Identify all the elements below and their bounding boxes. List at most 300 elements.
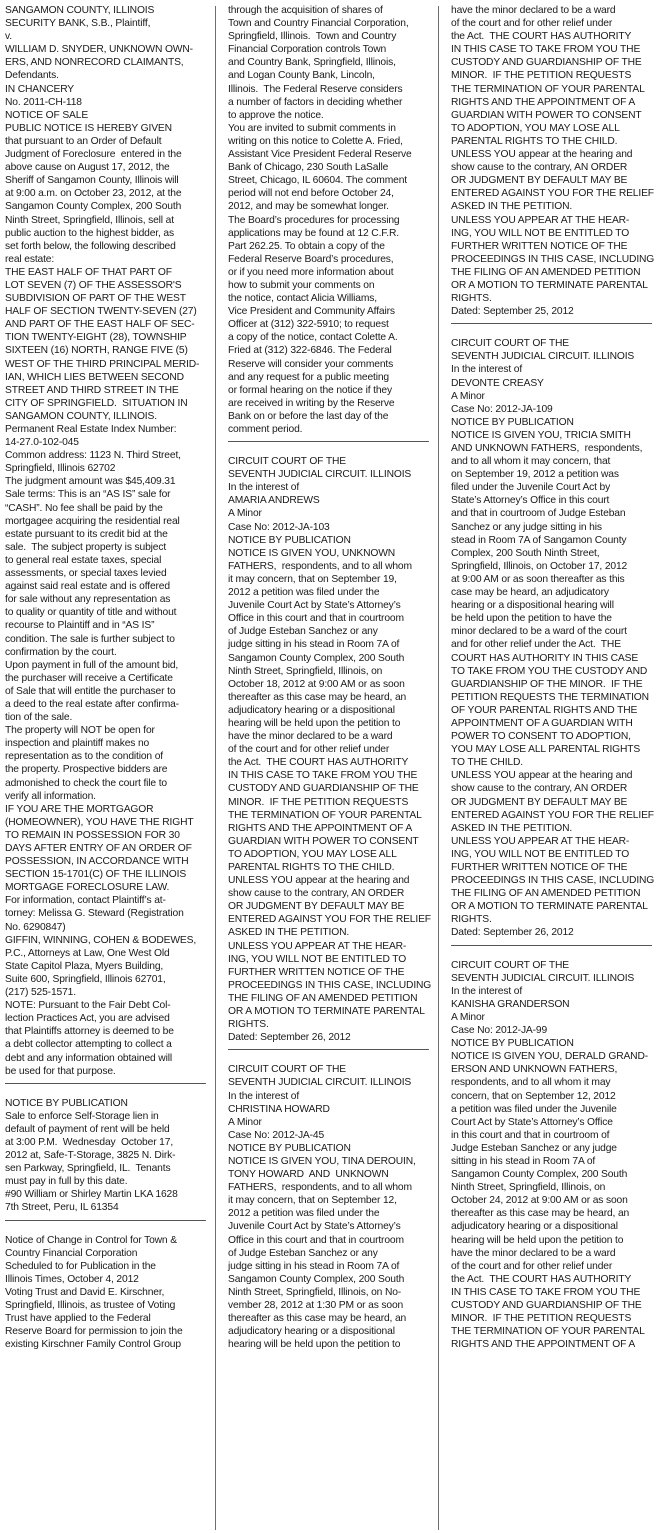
notice-text-line: DAYS AFTER ENTRY OF AN ORDER OF (5, 843, 192, 854)
notice-text-line: estate pursuant to its credit bid at the (5, 528, 168, 540)
notice-text-line: RIGHTS AND THE APPOINTMENT OF A (228, 822, 413, 834)
notice-text-line: Reserve Board for permission to join the (5, 1326, 183, 1338)
notice-text-line: sitting in his stead in Room 7A of (451, 1155, 596, 1167)
notice-text-line: Juvenile Court Act by State’s Attorney’s (228, 1221, 401, 1233)
notice-text-line: Town and Country Financial Corporation, (228, 18, 409, 30)
notice-text-line: NOTICE BY PUBLICATION (451, 416, 574, 428)
notice-text-line: OR JUDGMENT BY DEFAULT MAY BE (228, 901, 405, 913)
notice-text-line: THE FILING OF AN AMENDED PETITION (451, 266, 641, 278)
notice-text-line: default of payment of rent will be held (5, 1123, 170, 1135)
notice-text-line: thereafter as this case may be heard, an (451, 1208, 630, 1220)
notice-text-line: hearing or a dispositional hearing will (451, 600, 614, 612)
notice-text-line: SEVENTH JUDICIAL CIRCUIT. ILLINOIS (228, 469, 412, 481)
notice-text-line: Ninth Street, Springfield, Illinois, on No- (228, 1286, 402, 1298)
notice-text-line: it may concern, that on September 12, (228, 1195, 397, 1207)
notice-text-line: comment period. (228, 424, 303, 435)
notice-text-line: Upon payment in full of the amount bid, (5, 659, 179, 671)
notice-text-line: TO ADOPTION, YOU MAY LOSE ALL (451, 122, 620, 134)
notice-text-line: Sangamon County Complex, 200 South (5, 201, 182, 213)
notice-text-line: torney: Melissa G. Steward (Registration (5, 908, 184, 920)
notice-text-line: State’s Attorney’s Office in this court (451, 495, 610, 507)
notice-text-line: Ninth Street, Springfield, Illinois, on (451, 1182, 606, 1194)
notice-text-line: A Minor (228, 1116, 262, 1128)
notice-text-line: thereafter as this case may be heard, an (228, 691, 407, 703)
notice-text-line: In the interest of (451, 985, 523, 997)
notice-text-line: of Judge Esteban Sanchez or any (228, 1247, 378, 1259)
legal-notice (451, 4, 655, 318)
notice-text-line: thereafter as this case may be heard, an (228, 1313, 407, 1325)
notice-text-line: case may be heard, an adjudicatory (451, 587, 609, 599)
notice-text-line: TO TAKE FROM YOU THE CUSTODY AND (451, 665, 648, 677)
notice-text-line: UNLESS YOU APPEAR AT THE HEAR- (451, 835, 630, 847)
notice-text-line: representation as to the condition of (5, 751, 164, 763)
notice-separator (228, 1049, 429, 1050)
notice-text-line: CITY OF SPRINGFIELD. SITUATION IN (5, 397, 188, 409)
notice-text-line: Voting Trust and David E. Kirschner, (5, 1286, 165, 1298)
notice-text-line: of Judge Esteban Sanchez or any (228, 626, 378, 638)
notice-text-line: be held upon the petition to have the (451, 613, 612, 625)
column-divider (438, 6, 439, 1530)
notice-text-line: Officer at (312) 322-5910; to request (228, 319, 389, 331)
column-2 (228, 4, 432, 1351)
notice-text-line: 2012 a petition was filed under the (228, 587, 380, 599)
notice-text-line: Case No: 2012-JA-45 (228, 1129, 325, 1141)
notice-text-line: GUARDIAN WITH POWER TO CONSENT (451, 109, 642, 121)
notice-text-line: No. 2011-CH-118 (5, 96, 82, 108)
notice-text-line: Sale to enforce Self-Storage lien in (5, 1110, 159, 1122)
notice-text-line: SANGAMON COUNTY, ILLINOIS (5, 5, 155, 16)
notice-separator (228, 441, 429, 442)
notice-text-line: Federal Reserve Board’s procedures, (228, 253, 394, 265)
notice-text-line: set forth below, the following described (5, 240, 176, 252)
notice-text-line: the Act. THE COURT HAS AUTHORITY (451, 31, 632, 43)
notice-text-line: the purchaser will receive a Certificate (5, 672, 173, 684)
notice-text-line: ERS, AND NONRECORD CLAIMANTS, (5, 57, 184, 69)
notice-text-line: CUSTODY AND GUARDIANSHIP OF THE (451, 57, 642, 69)
notice-text-line: OR A MOTION TO TERMINATE PARENTAL (451, 279, 648, 291)
notice-text-line: GUARDIANSHIP OF THE MINOR. IF THE (451, 678, 643, 690)
notice-text-line: show cause to the contrary, AN ORDER (228, 888, 405, 900)
notice-text-line: NOTICE IS GIVEN YOU, TINA DEROUIN, (228, 1155, 416, 1167)
notice-text-line: Reserve will consider your comments (228, 358, 394, 370)
notice-text-line: assessments, or special taxes levied (5, 568, 167, 580)
notice-text-line: IN THIS CASE TO TAKE FROM YOU THE (228, 770, 418, 782)
notice-text-line: Dated: September 25, 2012 (451, 306, 574, 318)
notice-text-line: PROCEEDINGS IN THIS CASE, INCLUDING (228, 979, 432, 991)
notice-text-line: APPOINTMENT OF A GUARDIAN WITH (451, 717, 633, 729)
notice-text-line: Sheriff of Sangamon County, Illinois will (5, 175, 179, 187)
notice-text-line: #90 William or Shirley Martin LKA 1628 (5, 1189, 178, 1201)
notice-text-line: judge sitting in his stead in Room 7A of (228, 639, 400, 651)
notice-text-line: hearing will be held upon the petition to (228, 717, 401, 729)
notice-text-line: Country Financial Corporation (5, 1247, 138, 1259)
notice-text-line: October 18, 2012 at 9:00 AM or as soon (228, 678, 405, 690)
notice-text-line: Springfield, Illinois 62702 (5, 463, 116, 475)
notice-text-line: and that in courtroom of Judge Esteban (451, 508, 626, 520)
notice-text-line: RIGHTS AND THE APPOINTMENT OF A (451, 1339, 636, 1351)
notice-text-line: Ninth Street, Springfield, Illinois, on (228, 665, 383, 677)
notice-text-line: FATHERS, respondents, and to all whom (228, 560, 412, 572)
notice-text-line: condition. The sale is further subject to (5, 633, 175, 645)
notice-text-line: A Minor (451, 390, 485, 402)
notice-text-line: NOTICE BY PUBLICATION (5, 1097, 128, 1109)
notice-text-line: MINOR. IF THE PETITION REQUESTS (451, 70, 632, 82)
legal-notice (228, 4, 429, 436)
notice-text-line: 2012, and may be somewhat longer. (228, 201, 389, 213)
notice-text-line: how to submit your comments on (228, 279, 375, 291)
notice-text-line: POSSESSION, IN ACCORDANCE WITH (5, 856, 189, 868)
notice-text-line: Ninth Street, Springfield, Illinois, sell at (5, 214, 174, 226)
notice-text-line: COURT HAS AUTHORITY IN THIS CASE (451, 652, 639, 664)
notice-text-line: ENTERED AGAINST YOU FOR THE RELIEF (451, 809, 654, 821)
notice-text-line: IN THIS CASE TO TAKE FROM YOU THE (451, 1286, 641, 1298)
notice-text-line: A Minor (451, 1011, 485, 1023)
notice-text-line: minor declared to be a ward of the court (451, 626, 627, 638)
notice-text-line: ING, YOU WILL NOT BE ENTITLED TO (451, 848, 630, 860)
notice-text-line: stead in Room 7A of Sangamon County (451, 534, 627, 546)
notice-text-line: SEVENTH JUDICIAL CIRCUIT. ILLINOIS (228, 1077, 412, 1089)
notice-text-line: State Capitol Plaza, Myers Building, (5, 960, 164, 972)
notice-text-line: CIRCUIT COURT OF THE (451, 959, 569, 971)
notice-text-line: PARENTAL RIGHTS TO THE CHILD. (228, 862, 395, 873)
notice-text-line: 2012 at, Safe-T-Storage, 3825 N. Dirk- (5, 1150, 176, 1162)
notice-text-line: MINOR. IF THE PETITION REQUESTS (451, 1313, 632, 1325)
notice-text-line: be used for that purpose. (5, 1065, 116, 1077)
notice-text-line: writing on this notice to Colette A. Fried, (228, 135, 403, 147)
notice-text-line: public auction to the highest bidder, as (5, 227, 174, 239)
notice-text-line: CUSTODY AND GUARDIANSHIP OF THE (451, 1300, 642, 1311)
notice-text-line: KANISHA GRANDERSON (451, 998, 570, 1010)
notice-text-line: Bank of Chicago, 230 South LaSalle (228, 162, 389, 174)
notice-text-line: are received in writing by the Reserve (228, 397, 395, 409)
notice-text-line: Juvenile Court Act by State’s Attorney’s (228, 600, 401, 612)
notice-text-line: Sangamon County Complex, 200 South (451, 1169, 628, 1181)
notice-text-line: the notice, contact Alicia Williams, (228, 293, 377, 305)
notice-text-line: CIRCUIT COURT OF THE (451, 338, 569, 350)
notice-text-line: Suite 600, Springfield, Illinois 62701, (5, 973, 166, 985)
notice-text-line: The Board’s procedures for processing (228, 214, 400, 226)
notice-separator (451, 323, 652, 324)
notice-text-line: confirmation by the court. (5, 646, 117, 658)
notice-text-line: in this court and that in courtroom of (451, 1129, 610, 1141)
notice-text-line: RIGHTS. (451, 914, 492, 926)
legal-notice (451, 337, 655, 939)
notice-text-line: show cause to the contrary, AN ORDER (451, 162, 628, 174)
notice-text-line: Illinois. The Federal Reserve considers (228, 83, 403, 95)
notice-text-line: ING, YOU WILL NOT BE ENTITLED TO (228, 953, 407, 965)
notice-text-line: and for other relief under the Act. THE (451, 639, 621, 651)
notice-text-line: THE EAST HALF OF THAT PART OF (5, 266, 172, 278)
notice-text-line: NOTICE IS GIVEN YOU, UNKNOWN (228, 547, 396, 559)
notice-text-line: NOTE: Pursuant to the Fair Debt Col- (5, 1000, 171, 1012)
notice-text-line: Defendants. (5, 70, 59, 82)
notice-text-line: PETITION REQUESTS THE TERMINATION (451, 691, 649, 703)
notice-text-line: Notice of Change in Control for Town & (5, 1234, 177, 1246)
notice-text-line: Illinois Times, October 4, 2012 (5, 1273, 139, 1285)
notice-text-line: Springfield, Illinois, on October 17, 2012 (451, 560, 628, 572)
notice-text-line: of Sale that will entitle the purchaser to (5, 685, 176, 697)
notice-text-line: the Act. THE COURT HAS AUTHORITY (451, 1273, 632, 1285)
notice-text-line: that pursuant to an Order of Default (5, 135, 162, 147)
notice-text-line: MINOR. IF THE PETITION REQUESTS (228, 796, 409, 808)
notice-text-line: recourse to Plaintiff and in “AS IS” (5, 620, 155, 632)
notice-text-line: adjudicatory hearing or a dispositional (228, 1326, 395, 1338)
notice-text-line: TONY HOWARD AND UNKNOWN (228, 1169, 389, 1181)
notice-text-line: to approve the notice. (228, 109, 324, 121)
notice-text-line: that Plaintiffs attorney is deemed to be (5, 1026, 174, 1038)
notice-text-line: HALF OF SECTION TWENTY-SEVEN (27) (5, 306, 197, 318)
notice-text-line: NOTICE IS GIVEN YOU, DERALD GRAND- (451, 1051, 649, 1063)
notice-text-line: Dated: September 26, 2012 (228, 1032, 351, 1044)
notice-text-line: FURTHER WRITTEN NOTICE OF THE (451, 240, 628, 252)
notice-text-line: judge sitting in his stead in Room 7A of (228, 1260, 400, 1272)
notice-text-line: THE TERMINATION OF YOUR PARENTAL (228, 809, 422, 821)
notice-text-line: must pay in full by this date. (5, 1176, 128, 1188)
notice-text-line: through the acquisition of shares of (228, 5, 383, 16)
notice-text-line: UNLESS YOU appear at the hearing and (451, 770, 633, 782)
notice-text-line: tion of the sale. (5, 712, 73, 724)
legal-notice (5, 1097, 206, 1215)
notice-text-line: Sale terms: This is an “AS IS” sale for (5, 489, 171, 501)
notice-text-line: and Country Bank, Springfield, Illinois, (228, 57, 396, 69)
notice-text-line: against said real estate and is offered (5, 581, 170, 593)
notice-text-line: ASKED IN THE PETITION. (451, 822, 573, 834)
notice-text-line: a petition was filed under the Juvenile (451, 1103, 617, 1115)
notice-text-line: and Logan County Bank, Lincoln, (228, 70, 375, 82)
notice-text-line: Court Act by State’s Attorney’s Office (451, 1116, 613, 1128)
notice-text-line: NOTICE BY PUBLICATION (228, 1142, 351, 1154)
notice-text-line: Assistant Vice President Federal Reserve (228, 149, 412, 161)
notice-text-line: on September 19, 2012 a petition was (451, 469, 619, 481)
notice-text-line: SECTION 15-1701(C) OF THE ILLINOIS (5, 869, 187, 881)
notice-text-line: NOTICE OF SALE (5, 109, 89, 121)
notice-text-line: Vice President and Community Affairs (228, 306, 395, 318)
notice-text-line: For information, contact Plaintiff’s at- (5, 895, 166, 907)
notice-text-line: the Act. THE COURT HAS AUTHORITY (228, 757, 409, 769)
notice-text-line: AND UNKNOWN FATHERS, respondents, (451, 443, 643, 454)
notice-text-line: PARENTAL RIGHTS TO THE CHILD. (451, 135, 618, 147)
notice-text-line: show cause to the contrary, AN ORDER (451, 783, 628, 795)
notice-text-line: verify all information. (5, 790, 96, 802)
notice-text-line: FURTHER WRITTEN NOTICE OF THE (228, 966, 405, 978)
notice-separator (5, 1220, 206, 1221)
notice-text-line: In the interest of (451, 364, 523, 376)
notice-text-line: existing Kirschner Family Control Group (5, 1339, 181, 1351)
notice-text-line: Scheduled to for Publication in the (5, 1260, 156, 1272)
notice-text-line: v. (5, 31, 12, 43)
notice-separator (451, 945, 652, 946)
notice-text-line: SECURITY BANK, S.B., Plaintiff, (5, 18, 151, 30)
notice-text-line: UNLESS YOU appear at the hearing and (451, 149, 633, 161)
notice-text-line: YOU MAY LOSE ALL PARENTAL RIGHTS (451, 744, 641, 756)
notice-text-line: PROCEEDINGS IN THIS CASE, INCLUDING (451, 875, 655, 887)
notice-text-line: WEST OF THE THIRD PRINCIPAL MERID- (5, 358, 200, 370)
notice-text-line: GUARDIAN WITH POWER TO CONSENT (228, 835, 419, 847)
notice-text-line: SIXTEEN (16) NORTH, RANGE FIVE (5) (5, 345, 188, 357)
notice-text-line: ERSON AND UNKNOWN FATHERS, (451, 1064, 618, 1076)
notice-text-line: Sangamon County Complex, 200 South (228, 1273, 405, 1285)
notice-text-line: ENTERED AGAINST YOU FOR THE RELIEF (228, 914, 431, 926)
notice-text-line: 2012 a petition was filed under the (228, 1208, 380, 1220)
notice-text-line: LOT SEVEN (7) OF THE ASSESSOR'S (5, 279, 182, 291)
column-divider (215, 6, 216, 1530)
notice-text-line: October 24, 2012 at 9:00 AM or as soon (451, 1195, 628, 1207)
notice-text-line: UNLESS YOU APPEAR AT THE HEAR- (228, 940, 407, 952)
notice-text-line: GIFFIN, WINNING, COHEN & BODEWES, (5, 934, 197, 946)
notice-text-line: IAN, WHICH LIES BETWEEN SECOND (5, 371, 184, 383)
notice-text-line: THE TERMINATION OF YOUR PARENTAL (451, 83, 645, 95)
notice-text-line: and to all whom it may concern, that (451, 456, 611, 468)
notice-text-line: of the court and for other relief under (451, 18, 613, 30)
notice-text-line: Springfield, Illinois. Town and Country (228, 31, 397, 43)
notice-text-line: Dated: September 26, 2012 (451, 927, 574, 939)
notice-text-line: OR JUDGMENT BY DEFAULT MAY BE (451, 175, 628, 187)
notice-text-line: vember 28, 2012 at 1:30 PM or as soon (228, 1300, 404, 1311)
notice-text-line: RIGHTS. (451, 293, 492, 305)
notice-text-line: have the minor declared to be a ward (228, 731, 393, 743)
notice-text-line: SEVENTH JUDICIAL CIRCUIT. ILLINOIS (451, 972, 635, 984)
notice-text-line: RIGHTS AND THE APPOINTMENT OF A (451, 96, 636, 108)
notice-text-line: Financial Corporation controls Town (228, 44, 387, 56)
notice-text-line: PROCEEDINGS IN THIS CASE, INCLUDING (451, 253, 655, 265)
notice-text-line: sale. The subject property is subject (5, 541, 167, 553)
notice-text-line: to quality or quantity of title and without (5, 607, 177, 619)
notice-text-line: A Minor (228, 508, 262, 520)
notice-text-line: ASKED IN THE PETITION. (451, 201, 573, 213)
column-1 (5, 4, 206, 1351)
notice-text-line: SUBDIVISION OF PART OF THE WEST (5, 293, 186, 305)
notice-text-line: AND PART OF THE EAST HALF OF SEC- (5, 319, 195, 331)
notice-text-line: NOTICE BY PUBLICATION (228, 534, 351, 546)
notice-text-line: IN CHANCERY (5, 83, 75, 95)
legal-notice (451, 959, 652, 1352)
notice-text-line: In the interest of (228, 1090, 300, 1102)
notice-text-line: IF YOU ARE THE MORTGAGOR (5, 803, 154, 815)
notice-text-line: THE FILING OF AN AMENDED PETITION (451, 888, 641, 900)
notice-text-line: No. 6290847) (5, 921, 66, 933)
notice-text-line: Case No: 2012-JA-109 (451, 403, 553, 415)
notice-text-line: ENTERED AGAINST YOU FOR THE RELIEF (451, 188, 654, 200)
notice-text-line: Sanchez or any judge sitting in his (451, 521, 602, 533)
notice-text-line: UNLESS YOU APPEAR AT THE HEAR- (451, 214, 630, 226)
notice-text-line: respondents, and to all whom it may (451, 1077, 611, 1089)
notice-text-line: admonished to check the court file to (5, 777, 167, 789)
notice-text-line: Sangamon County Complex, 200 South (228, 652, 405, 664)
notice-text-line: CIRCUIT COURT OF THE (228, 456, 346, 468)
notice-text-line: IN THIS CASE TO TAKE FROM YOU THE (451, 44, 641, 56)
notice-text-line: real estate: (5, 253, 55, 265)
notice-text-line: sen Parkway, Springfield, IL. Tenants (5, 1163, 171, 1175)
notice-text-line: DEVONTE CREASY (451, 377, 544, 389)
notice-text-line: filed under the Juvenile Court Act by (451, 482, 611, 494)
notice-text-line: Springfield, Illinois, as trustee of Voting (5, 1300, 176, 1311)
notice-text-line: OR JUDGMENT BY DEFAULT MAY BE (451, 796, 628, 808)
legal-notice (228, 455, 432, 1044)
notice-text-line: RIGHTS. (228, 1019, 269, 1031)
notice-text-line: debt and any information obtained will (5, 1052, 172, 1064)
notice-text-line: (217) 525-1571. (5, 987, 76, 999)
notice-text-line: or if you need more information about (228, 266, 394, 278)
column-3 (451, 4, 655, 1351)
notice-text-line: (HOMEOWNER), YOU HAVE THE RIGHT (5, 816, 194, 828)
notice-text-line: Complex, 200 South Ninth Street, (451, 547, 600, 559)
notice-text-line: hearing will be held upon the petition to (451, 1234, 624, 1246)
notice-text-line: STREET AND THIRD STREET IN THE (5, 384, 179, 396)
notice-text-line: AMARIA ANDREWS (228, 495, 320, 507)
notice-text-line: You are invited to submit comments in (228, 122, 396, 134)
notice-text-line: concern, that on September 12, 2012 (451, 1090, 616, 1102)
notice-text-line: adjudicatory hearing or a dispositional (451, 1221, 618, 1233)
notice-text-line: have the minor declared to be a ward (451, 5, 616, 16)
notice-text-line: TO REMAIN IN POSSESSION FOR 30 (5, 829, 180, 841)
notice-text-line: a deed to the real estate after confirma- (5, 698, 179, 710)
notice-text-line: 7th Street, Peru, IL 61354 (5, 1202, 119, 1214)
notice-text-line: inspection and plaintiff makes no (5, 738, 150, 750)
notice-text-line: In the interest of (228, 482, 300, 494)
notice-text-line: applications may be found at 12 C.F.R. (228, 227, 399, 239)
notice-text-line: the property. Prospective bidders are (5, 764, 168, 776)
notice-text-line: Common address: 1123 N. Third Street, (5, 450, 181, 462)
notice-text-line: OR A MOTION TO TERMINATE PARENTAL (451, 901, 648, 913)
notice-text-line: MORTGAGE FORECLOSURE LAW. (5, 882, 170, 894)
notice-separator (5, 1083, 206, 1084)
notice-text-line: hearing will be held upon the petition to (228, 1339, 401, 1351)
notice-text-line: Office in this court and that in courtroom (228, 1234, 404, 1246)
legal-notice (228, 1063, 429, 1351)
notice-text-line: above cause on August 17, 2012, the (5, 162, 170, 174)
notice-text-line: lection Practices Act, you are advised (5, 1013, 170, 1025)
notice-text-line: have the minor declared to be a ward (451, 1247, 616, 1259)
notice-text-line: CHRISTINA HOWARD (228, 1103, 330, 1115)
notice-text-line: SANGAMON COUNTY, ILLINOIS. (5, 410, 157, 422)
notice-text-line: TO ADOPTION, YOU MAY LOSE ALL (228, 848, 397, 860)
notice-text-line: CUSTODY AND GUARDIANSHIP OF THE (228, 783, 419, 795)
notice-text-line: of the court and for other relief under (451, 1260, 613, 1272)
notice-text-line: ASKED IN THE PETITION. (228, 927, 350, 939)
notice-text-line: period will not end before October 24, (228, 188, 394, 200)
notice-text-line: PUBLIC NOTICE IS HEREBY GIVEN (5, 122, 172, 134)
notice-text-line: Judgment of Foreclosure entered in the (5, 149, 182, 161)
notice-text-line: WILLIAM D. SNYDER, UNKNOWN OWN- (5, 44, 193, 56)
notice-text-line: The judgment amount was $45,409.31 (5, 476, 176, 488)
notice-text-line: THE FILING OF AN AMENDED PETITION (228, 992, 418, 1004)
notice-text-line: or formal hearing on the notice if they (228, 384, 392, 396)
notice-text-line: Trust have applied to the Federal (5, 1313, 151, 1325)
notice-text-line: OF YOUR PARENTAL RIGHTS AND THE (451, 704, 638, 716)
notice-text-line: adjudicatory hearing or a dispositional (228, 704, 395, 716)
legal-notice (5, 1234, 206, 1352)
notice-text-line: at 9:00 a.m. on October 23, 2012, at the (5, 188, 182, 200)
notice-text-line: Case No: 2012-JA-99 (451, 1025, 548, 1037)
notice-text-line: Part 262.25. To obtain a copy of the (228, 240, 385, 252)
notice-text-line: and any request for a public meeting (228, 371, 390, 383)
notice-text-line: it may concern, that on September 19, (228, 573, 397, 585)
notice-text-line: CIRCUIT COURT OF THE (228, 1064, 346, 1076)
notice-text-line: Permanent Real Estate Index Number: (5, 424, 177, 435)
notice-text-line: 14-27.0-102-045 (5, 437, 79, 449)
notice-text-line: THE TERMINATION OF YOUR PARENTAL (451, 1326, 645, 1338)
legal-notice (5, 4, 206, 1078)
notice-text-line: ING, YOU WILL NOT BE ENTITLED TO (451, 227, 630, 239)
notice-text-line: “CASH”. No fee shall be paid by the (5, 502, 163, 514)
notice-text-line: Case No: 2012-JA-103 (228, 521, 330, 533)
notice-text-line: Judge Esteban Sanchez or any judge (451, 1142, 617, 1154)
notice-text-line: NOTICE IS GIVEN YOU, TRICIA SMITH (451, 429, 631, 441)
notice-text-line: a debt collector attempting to collect a (5, 1039, 172, 1051)
notice-text-line: UNLESS YOU appear at the hearing and (228, 875, 410, 887)
notice-text-line: Street, Chicago, IL 60604. The comment (228, 175, 407, 187)
notice-text-line: Bank on or before the last day of the (228, 410, 389, 422)
